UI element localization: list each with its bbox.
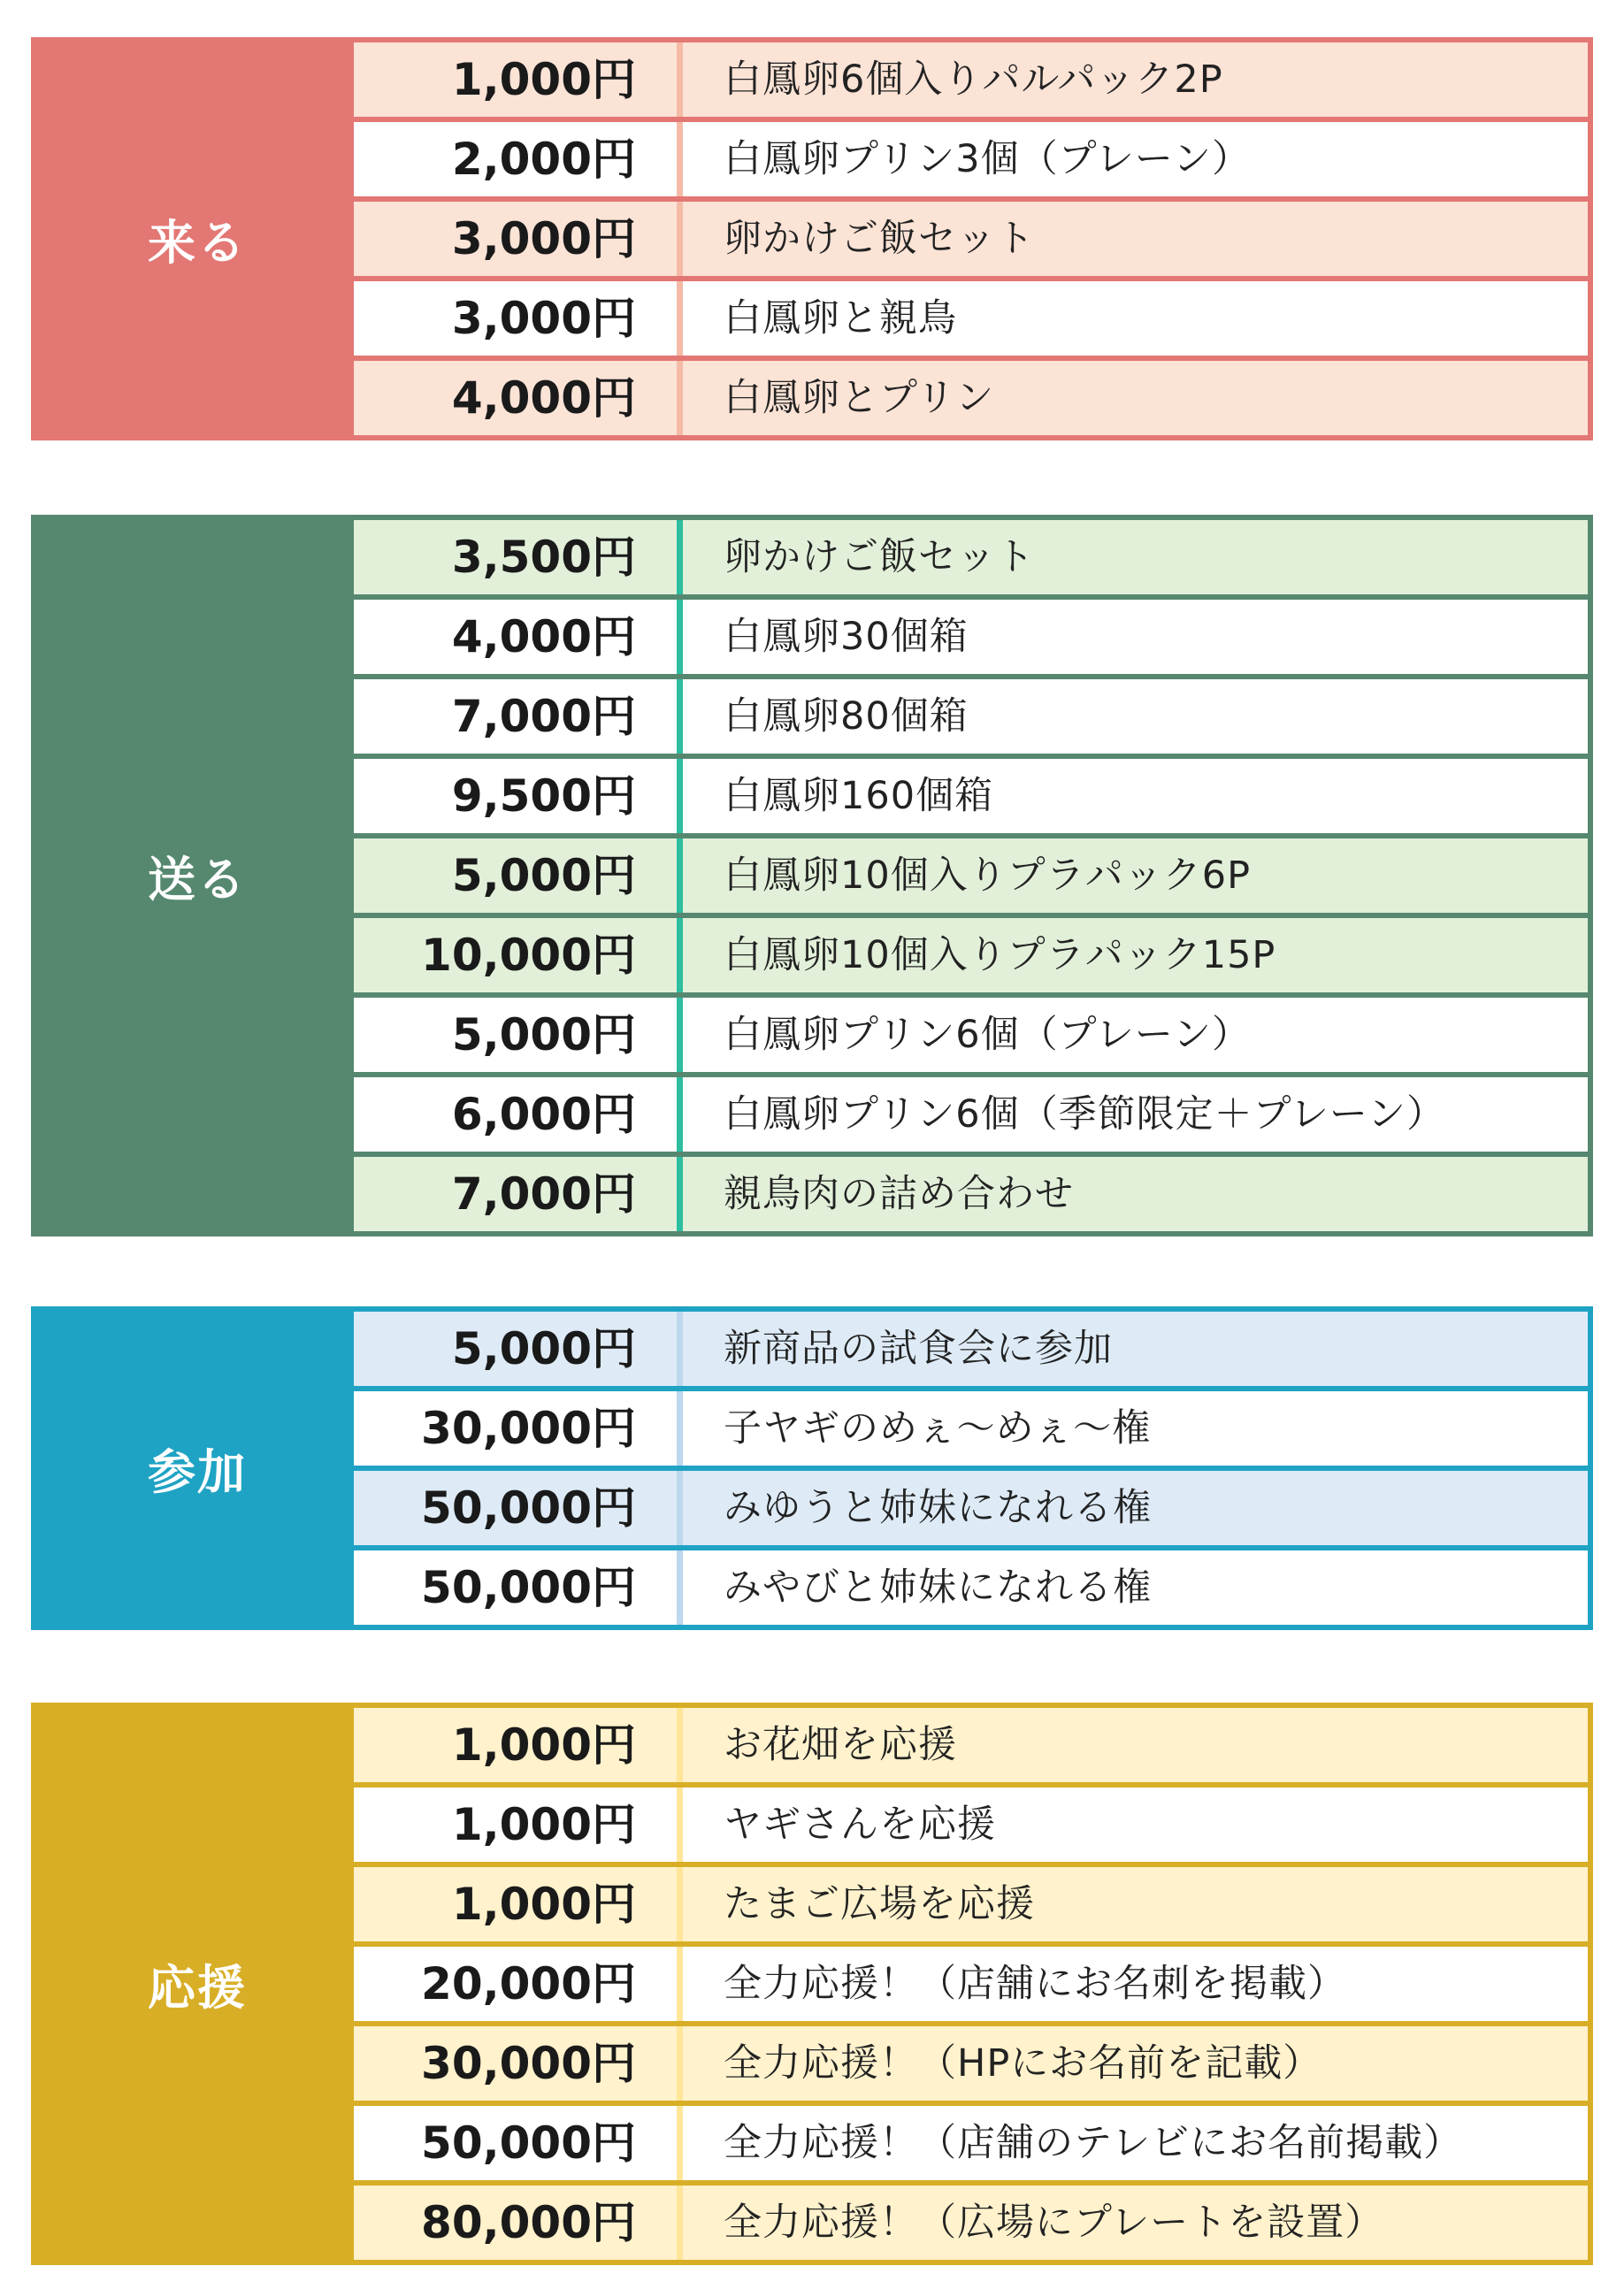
- price-cell: 1,000円: [354, 1867, 677, 1941]
- section-kuru: [31, 37, 1593, 440]
- price-cell: 3,000円: [354, 281, 677, 356]
- table-row: [354, 1077, 1588, 1152]
- section-sanka: [31, 1306, 1593, 1630]
- table-row: [354, 1550, 1588, 1625]
- section-okuru: [31, 515, 1593, 1236]
- section-label: 来る: [148, 214, 247, 271]
- item-cell: 白鳳卵80個箱: [683, 679, 1588, 754]
- price-cell: 7,000円: [354, 679, 677, 754]
- price-cell: 6,000円: [354, 1077, 677, 1152]
- price-cell: 50,000円: [354, 2106, 677, 2180]
- price-cell: 30,000円: [354, 1391, 677, 1466]
- table-row: [354, 1312, 1588, 1386]
- price-cell: 1,000円: [354, 42, 677, 117]
- price-cell: 1,000円: [354, 1708, 677, 1782]
- price-cell: 9,500円: [354, 759, 677, 833]
- price-cell: 50,000円: [354, 1471, 677, 1545]
- item-cell: みやびと姉妹になれる権: [683, 1550, 1588, 1625]
- item-cell: 白鳳卵とプリン: [683, 361, 1588, 435]
- price-cell: 80,000円: [354, 2186, 677, 2260]
- price-cell: 4,000円: [354, 361, 677, 435]
- table-row: [354, 998, 1588, 1072]
- price-cell: 30,000円: [354, 2026, 677, 2101]
- item-cell: 全力応援！（広場にプレートを設置）: [683, 2186, 1588, 2260]
- table-row: [354, 838, 1588, 913]
- price-cell: 4,000円: [354, 600, 677, 674]
- price-cell: 50,000円: [354, 1550, 677, 1625]
- table-row: [354, 122, 1588, 196]
- item-cell: 白鳳卵プリン6個（プレーン）: [683, 998, 1588, 1072]
- item-cell: 白鳳卵と親鳥: [683, 281, 1588, 356]
- table-row: [354, 918, 1588, 992]
- item-cell: みゆうと姉妹になれる権: [683, 1471, 1588, 1545]
- price-cell: 7,000円: [354, 1157, 677, 1231]
- item-cell: 全力応援！（HPにお名前を記載）: [683, 2026, 1588, 2101]
- section-label: 送る: [148, 851, 247, 907]
- item-cell: 全力応援！（店舗にお名刺を掲載）: [683, 1947, 1588, 2021]
- price-cell: 2,000円: [354, 122, 677, 196]
- price-cell: 5,000円: [354, 1312, 677, 1386]
- price-cell: 3,000円: [354, 202, 677, 276]
- table-row: [354, 2026, 1588, 2101]
- price-list: [354, 1312, 1588, 1625]
- price-list: [354, 1708, 1588, 2260]
- item-cell: 新商品の試食会に参加: [683, 1312, 1588, 1386]
- table-row: [354, 281, 1588, 356]
- table-row: [354, 42, 1588, 117]
- section-label: 応援: [148, 1959, 247, 2016]
- item-cell: ヤギさんを応援: [683, 1788, 1588, 1862]
- table-row: [354, 1947, 1588, 2021]
- table-row: [354, 679, 1588, 754]
- price-cell: 1,000円: [354, 1788, 677, 1862]
- item-cell: 白鳳卵プリン3個（プレーン）: [683, 122, 1588, 196]
- price-cell: 5,000円: [354, 838, 677, 913]
- table-row: [354, 1708, 1588, 1782]
- table-row: [354, 2186, 1588, 2260]
- item-cell: お花畑を応援: [683, 1708, 1588, 1782]
- item-cell: 白鳳卵プリン6個（季節限定＋プレーン）: [683, 1077, 1588, 1152]
- price-cell: 3,500円: [354, 520, 677, 594]
- table-row: [354, 1157, 1588, 1231]
- table-row: [354, 520, 1588, 594]
- table-row: [354, 1471, 1588, 1545]
- item-cell: 子ヤギのめぇ〜めぇ〜権: [683, 1391, 1588, 1466]
- section-ouen: [31, 1703, 1593, 2265]
- table-row: [354, 2106, 1588, 2180]
- price-list: [354, 520, 1588, 1231]
- table-row: [354, 361, 1588, 435]
- item-cell: 卵かけご飯セット: [683, 202, 1588, 276]
- item-cell: たまご広場を応援: [683, 1867, 1588, 1941]
- item-cell: 白鳳卵10個入りプラパック15P: [683, 918, 1588, 992]
- table-row: [354, 600, 1588, 674]
- price-cell: 5,000円: [354, 998, 677, 1072]
- item-cell: 全力応援！（店舗のテレビにお名前掲載）: [683, 2106, 1588, 2180]
- price-list: [354, 42, 1588, 435]
- price-cell: 10,000円: [354, 918, 677, 992]
- item-cell: 白鳳卵6個入りパルパック2P: [683, 42, 1588, 117]
- table-row: [354, 1788, 1588, 1862]
- item-cell: 親鳥肉の詰め合わせ: [683, 1157, 1588, 1231]
- price-cell: 20,000円: [354, 1947, 677, 2021]
- item-cell: 白鳳卵160個箱: [683, 759, 1588, 833]
- table-row: [354, 202, 1588, 276]
- section-label: 参加: [148, 1443, 247, 1500]
- table-row: [354, 1391, 1588, 1466]
- item-cell: 卵かけご飯セット: [683, 520, 1588, 594]
- item-cell: 白鳳卵30個箱: [683, 600, 1588, 674]
- item-cell: 白鳳卵10個入りプラパック6P: [683, 838, 1588, 913]
- table-row: [354, 759, 1588, 833]
- table-row: [354, 1867, 1588, 1941]
